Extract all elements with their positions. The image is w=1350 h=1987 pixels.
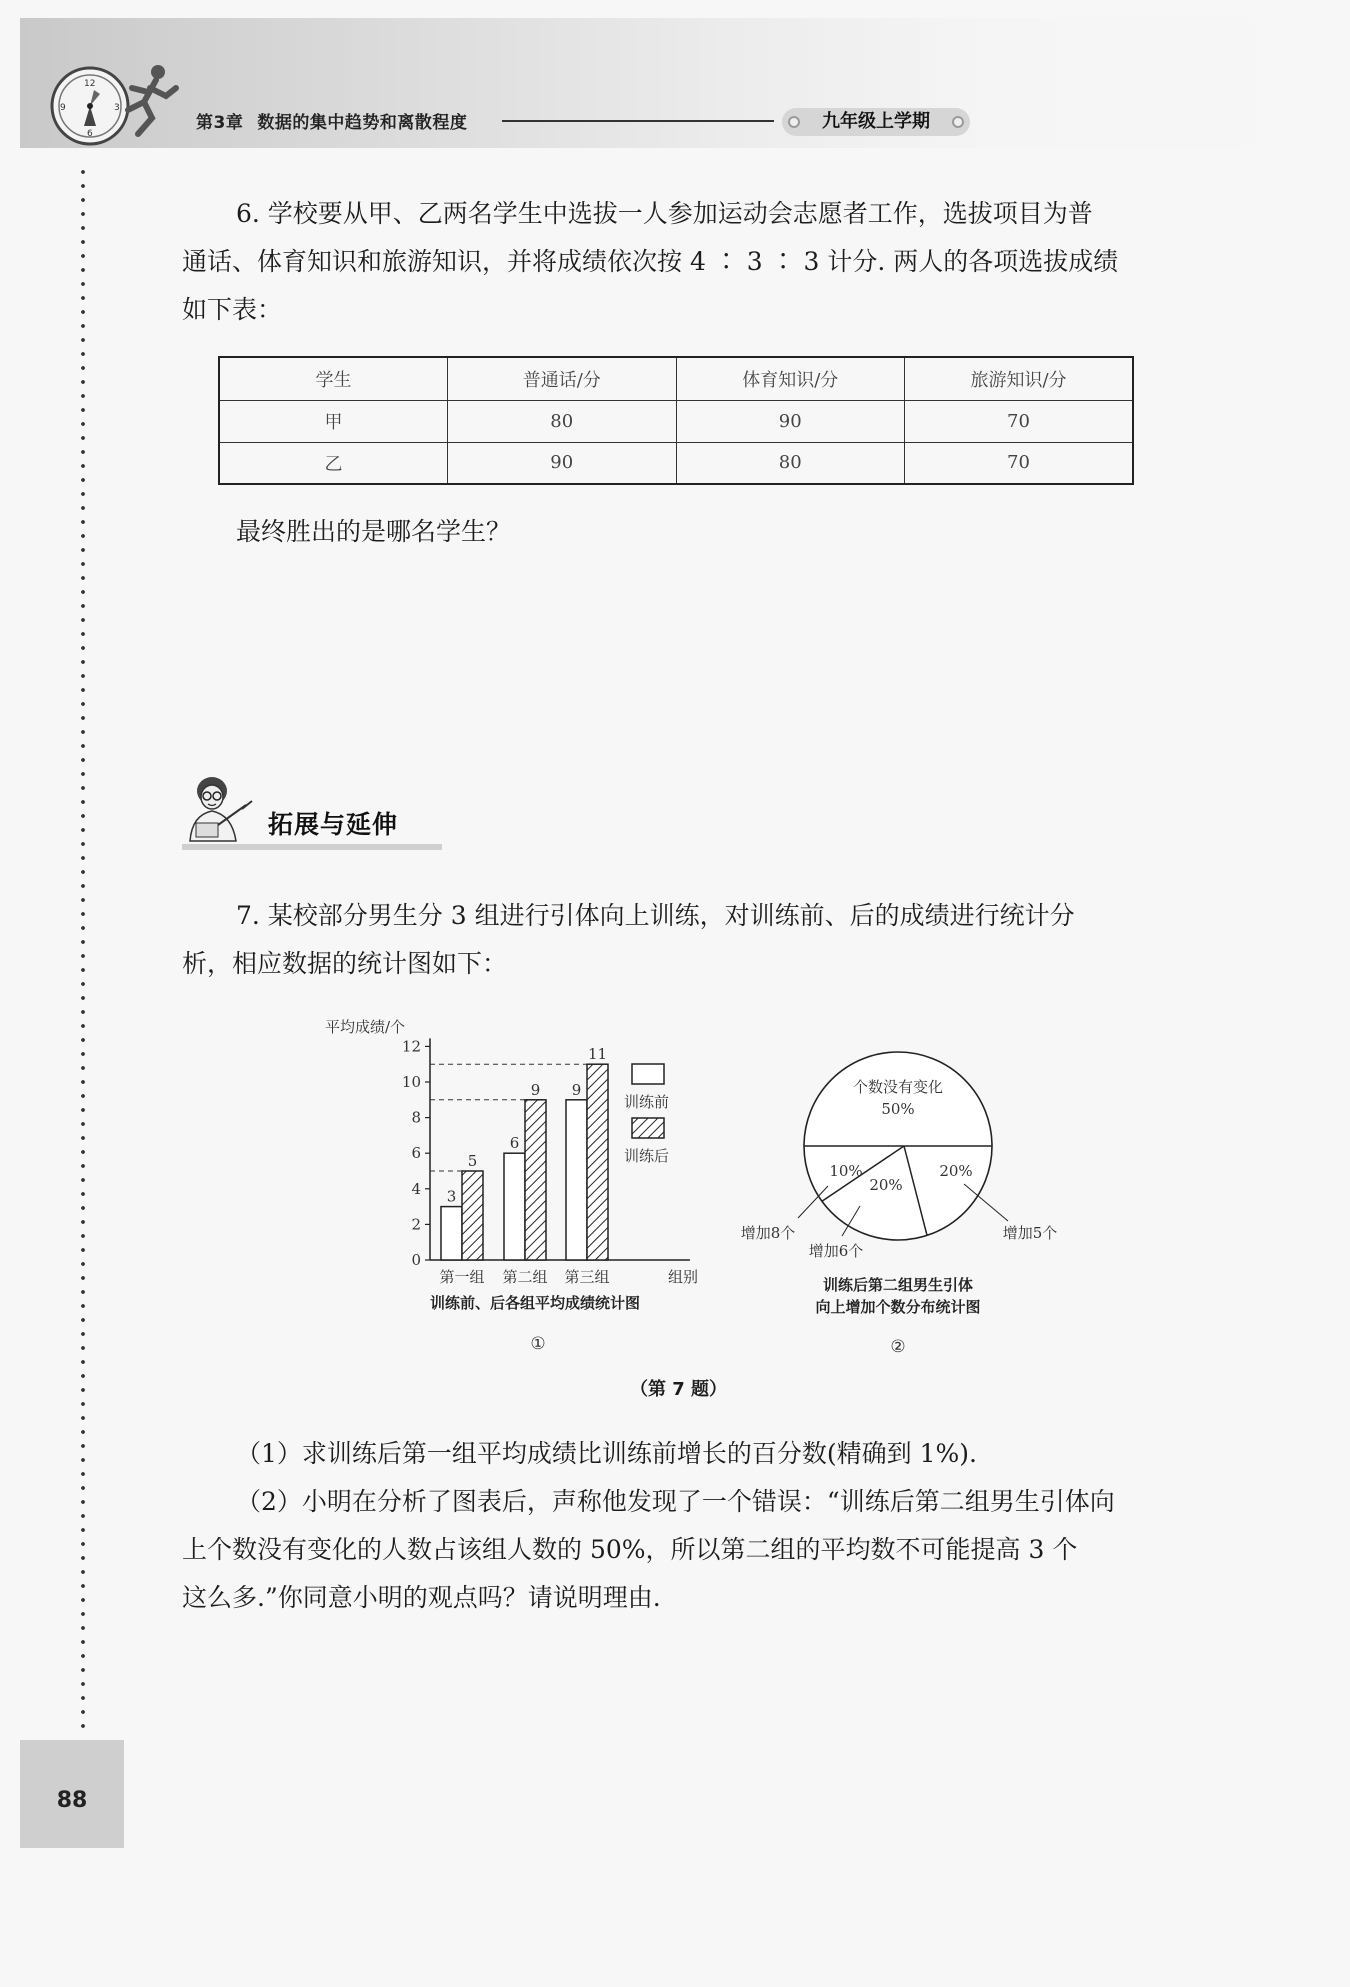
y-tick-label: 6 <box>411 1144 421 1163</box>
bar-before <box>504 1153 525 1260</box>
category-label: 第一组 <box>439 1268 485 1286</box>
y-tick-label: 4 <box>411 1179 421 1198</box>
section-title: 拓展与延伸 <box>268 810 399 839</box>
table-row <box>219 442 1133 484</box>
slice-percent-add6: 20% <box>869 1176 903 1194</box>
grade-badge: 九年级上学期 <box>782 108 970 136</box>
table-header-cell: 旅游知识/分 <box>905 357 1134 400</box>
legend-label-after: 训练后 <box>624 1147 670 1165</box>
pie-chart-title-1: 训练后第二组男生引体 <box>822 1276 974 1294</box>
bar-before <box>566 1100 587 1260</box>
table-header-cell: 学生 <box>219 357 448 400</box>
y-tick-label: 2 <box>411 1215 421 1234</box>
figure-caption: （第 7 题） <box>630 1379 728 1400</box>
section-underline <box>182 844 442 850</box>
svg-text:12: 12 <box>84 79 96 89</box>
category-label: 第二组 <box>502 1268 548 1286</box>
dotted-margin <box>80 165 86 1735</box>
section-heading <box>182 775 444 855</box>
svg-text:3: 3 <box>114 103 120 113</box>
bar-after <box>462 1171 483 1260</box>
y-tick-label: 0 <box>411 1251 421 1269</box>
table-cell: 甲 <box>219 400 448 442</box>
table-header-row <box>219 357 1133 400</box>
pie-chart-title-2: 向上增加个数分布统计图 <box>815 1298 981 1316</box>
chapter-title <box>196 108 467 133</box>
table-cell: 90 <box>676 400 905 442</box>
q6-question: 最终胜出的是哪名学生？ <box>236 517 512 546</box>
q7-part1: （1）求训练后第一组平均成绩比训练前增长的百分数(精确到 1%). <box>236 1439 977 1468</box>
y-axis-label: 平均成绩/个 <box>325 1018 406 1036</box>
bar-value-label: 3 <box>446 1187 457 1206</box>
table-cell: 80 <box>676 442 905 484</box>
q7-part2-line3: 这么多.”你同意小明的观点吗？请说明理由. <box>182 1583 661 1612</box>
q7-line-1: 7. 某校部分男生分 3 组进行引体向上训练，对训练前、后的成绩进行统计分 <box>236 901 1075 930</box>
outside-label-add6: 增加6个 <box>808 1242 864 1260</box>
table-row <box>219 400 1133 442</box>
q7-line-2: 析，相应数据的统计图如下： <box>182 949 508 978</box>
q6-line-3: 如下表： <box>182 295 283 324</box>
table-cell: 70 <box>905 442 1134 484</box>
header-divider <box>502 120 774 122</box>
legend-swatch-before <box>632 1064 664 1084</box>
slice-percent-unchanged: 50% <box>881 1100 915 1118</box>
legend-label-before: 训练前 <box>624 1093 670 1111</box>
bar-value-label: 6 <box>509 1134 520 1153</box>
bar-after <box>525 1100 546 1260</box>
table-header-cell: 体育知识/分 <box>676 357 905 400</box>
q7-part2-line1: （2）小明在分析了图表后，声称他发现了一个错误：“训练后第二组男生引体向 <box>236 1487 1115 1516</box>
legend-swatch-after <box>632 1118 664 1138</box>
table-cell: 70 <box>905 400 1134 442</box>
q7-part2-line2: 上个数没有变化的人数占该组人数的 50%，所以第二组的平均数不可能提高 3 个 <box>182 1535 1078 1564</box>
bar-value-label: 5 <box>467 1152 478 1170</box>
table-header-cell: 普通话/分 <box>448 357 677 400</box>
x-axis-label: 组别 <box>668 1268 699 1286</box>
figure-label-1: ① <box>530 1334 546 1354</box>
table-cell: 90 <box>448 442 677 484</box>
y-tick-label: 8 <box>411 1108 421 1127</box>
slice-percent-add5: 20% <box>939 1162 973 1180</box>
chapter-label: 第3章 <box>196 113 244 133</box>
svg-text:9: 9 <box>60 103 66 113</box>
category-label: 第三组 <box>564 1268 610 1286</box>
slice-percent-add8: 10% <box>829 1162 863 1180</box>
bar-after <box>587 1064 608 1260</box>
teacher-icon <box>182 775 258 843</box>
y-tick-label: 12 <box>401 1037 421 1056</box>
outside-label-add8: 增加8个 <box>740 1224 796 1242</box>
chapter-name: 数据的集中趋势和离散程度 <box>257 113 468 133</box>
table-cell: 乙 <box>219 442 448 484</box>
q6-line-1: 6. 学校要从甲、乙两名学生中选拔一人参加运动会志愿者工作，选拔项目为普 <box>236 199 1093 228</box>
bar-value-label: 9 <box>571 1080 582 1099</box>
table-cell: 80 <box>448 400 677 442</box>
svg-text:6: 6 <box>87 129 93 139</box>
runner-icon <box>118 62 180 140</box>
bar-value-label: 9 <box>530 1080 541 1099</box>
bar-before <box>441 1207 462 1260</box>
bar-chart <box>325 1018 698 1354</box>
page-number: 88 <box>56 1788 88 1813</box>
q6-line-2: 通话、体育知识和旅游知识，并将成绩依次按 4 ∶ 3 ∶ 3 计分. 两人的各项选拔成绩 <box>182 247 1119 276</box>
figure-label-2: ② <box>890 1337 906 1357</box>
outside-label-add5: 增加5个 <box>1002 1224 1058 1242</box>
bar-value-label: 11 <box>587 1045 608 1064</box>
slice-label-unchanged: 个数没有变化 <box>852 1078 944 1096</box>
figure-charts <box>300 1010 1060 1380</box>
pie-chart <box>741 1052 1058 1357</box>
score-table <box>218 356 1134 485</box>
bar-chart-title: 训练前、后各组平均成绩统计图 <box>429 1294 641 1312</box>
y-tick-label: 10 <box>401 1073 421 1091</box>
